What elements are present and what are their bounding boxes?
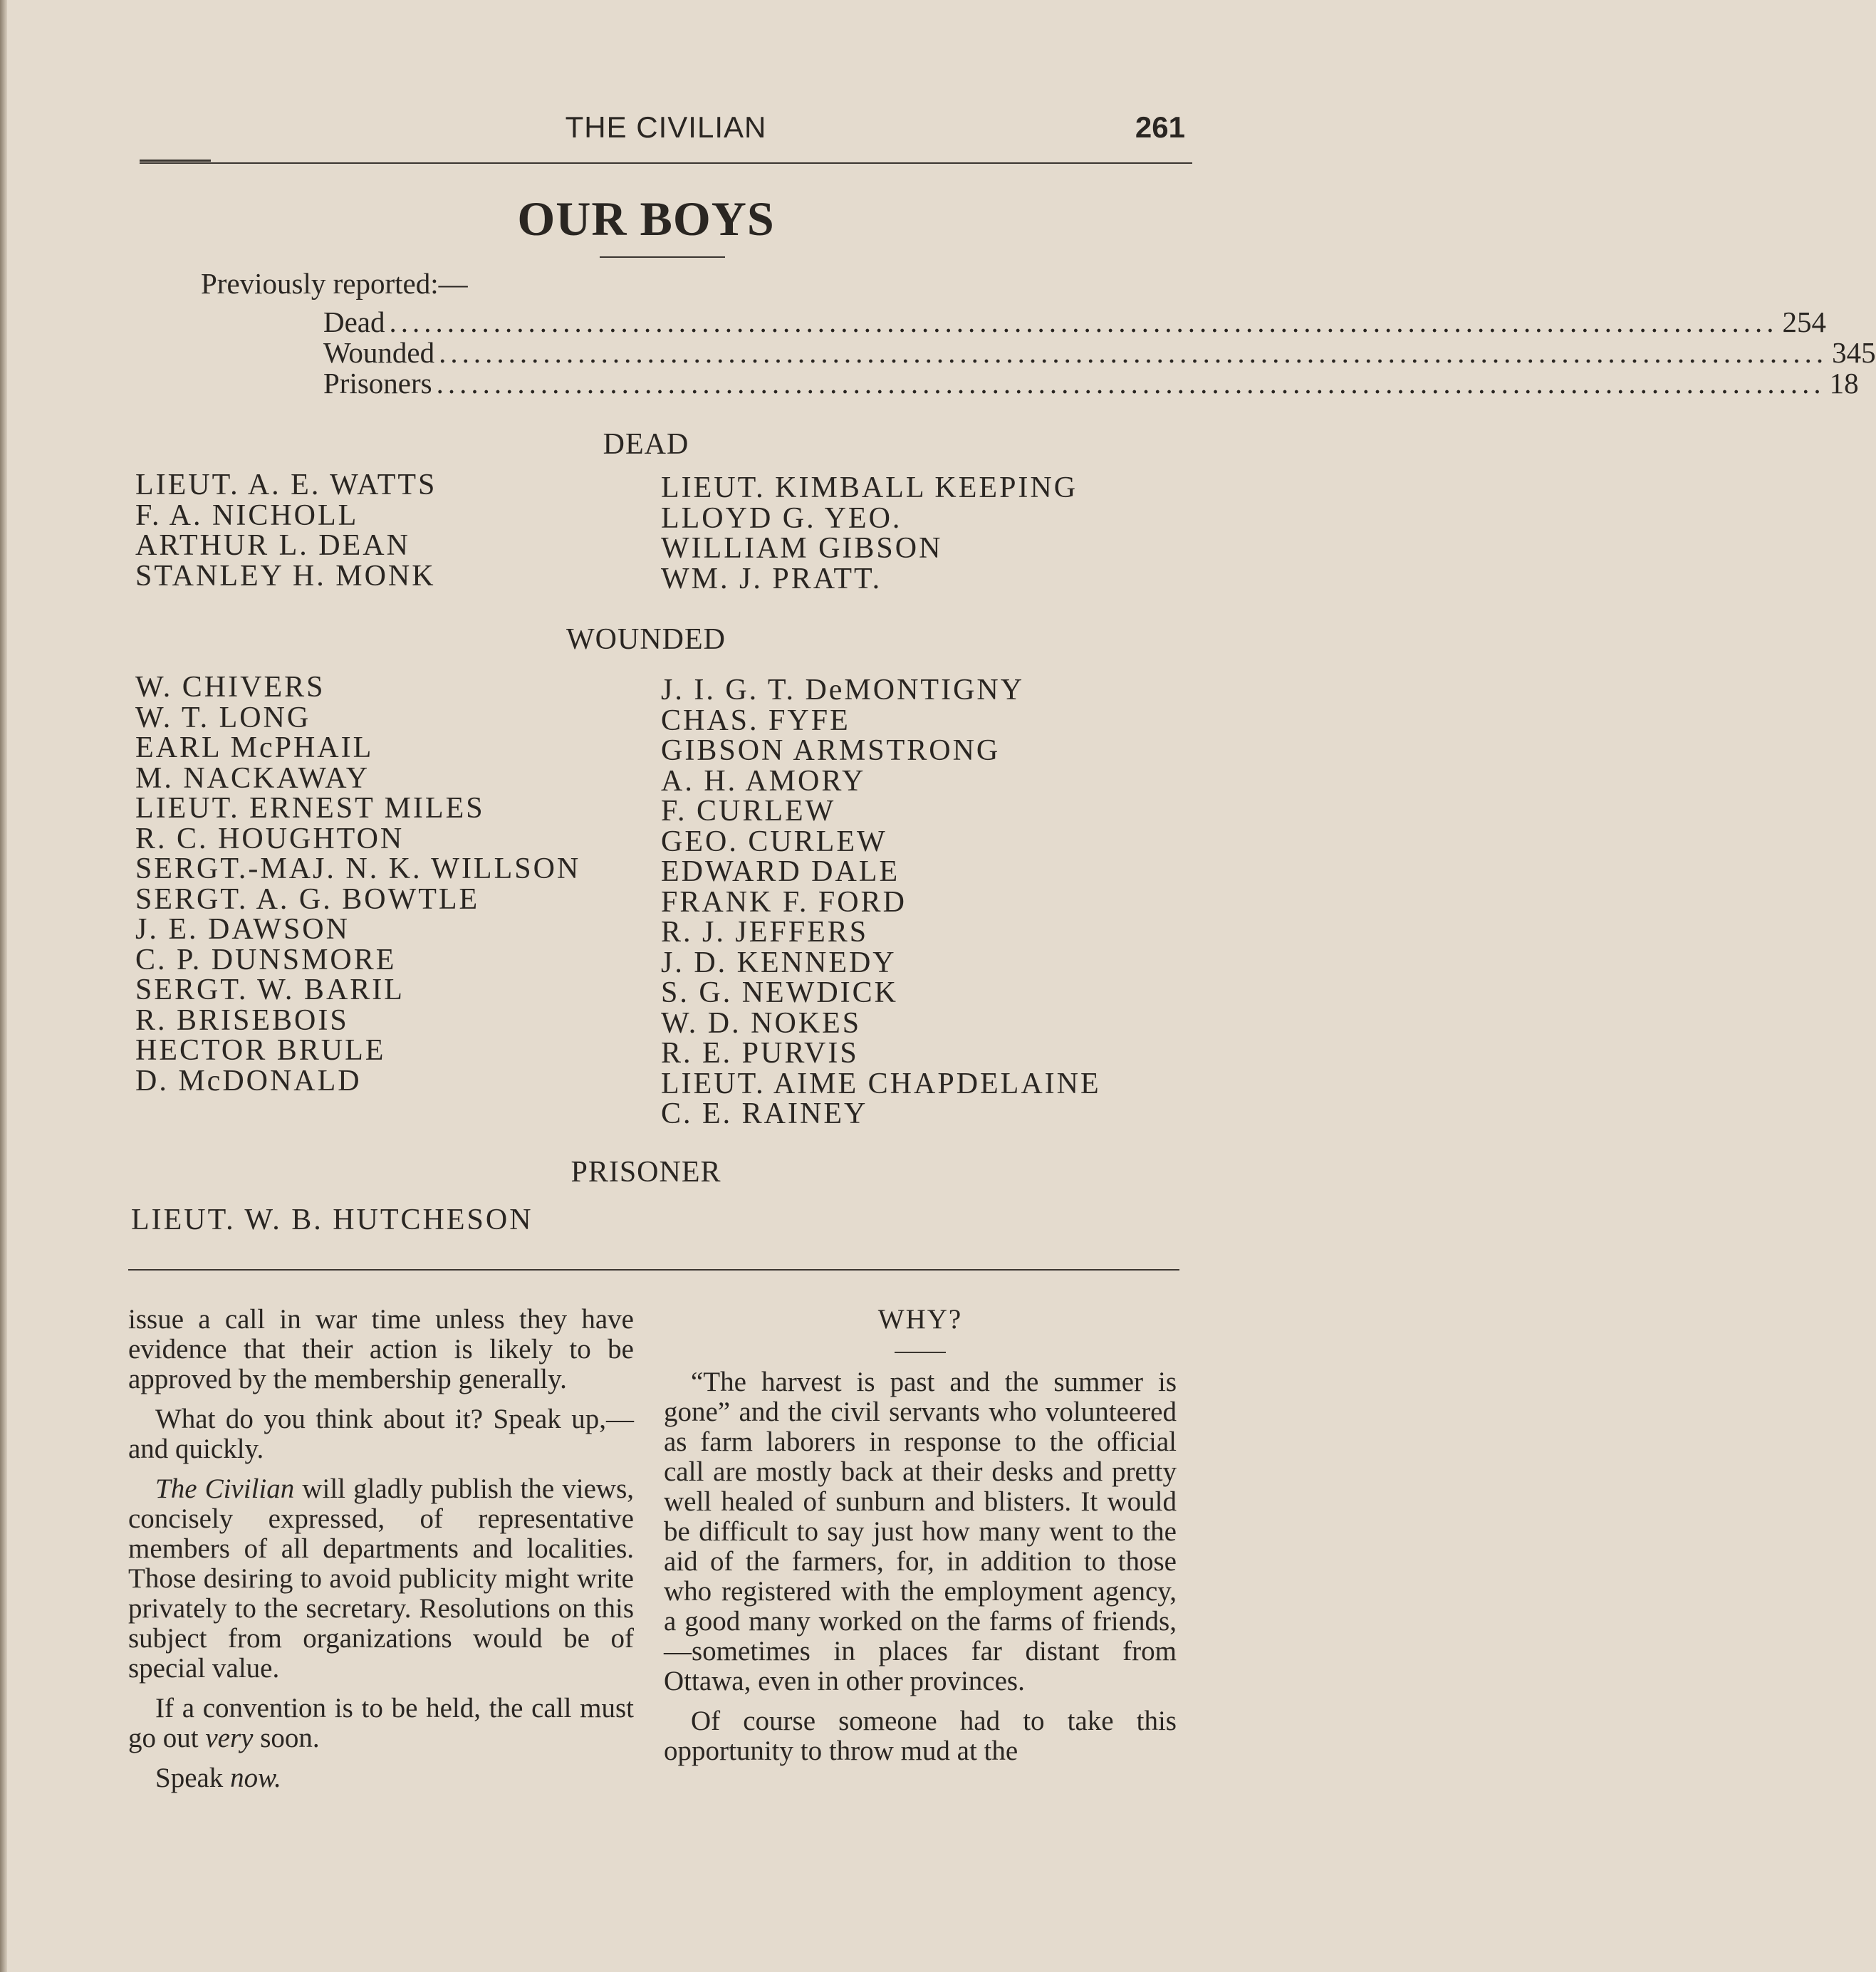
name-entry: LIEUT. ERNEST MILES xyxy=(135,792,485,825)
name-entry: W. T. LONG xyxy=(135,701,311,734)
left-column xyxy=(128,1305,634,1803)
wounded-names-right xyxy=(661,675,1101,1130)
name-entry: WM. J. PRATT. xyxy=(661,562,882,595)
wounded-label: WOUNDED xyxy=(566,623,726,656)
dead-names-right xyxy=(661,473,1078,594)
total-row-prisoners xyxy=(323,367,1859,400)
name-entry: F. CURLEW xyxy=(661,795,836,828)
name-entry: F. A. NICHOLL xyxy=(135,499,359,532)
wounded-names-left xyxy=(135,672,580,1096)
name-entry: M. NACKAWAY xyxy=(135,761,370,795)
totals-table xyxy=(323,306,1876,400)
header-rule xyxy=(140,162,1192,164)
header-rule-accent xyxy=(140,160,211,162)
previously-reported-label: Previously reported:— xyxy=(201,267,468,300)
name-entry: ARTHUR L. DEAN xyxy=(135,529,410,562)
title-rule xyxy=(600,256,725,258)
name-entry: SERGT. A. G. BOWTLE xyxy=(135,882,480,916)
article-heading: WHY? xyxy=(877,1304,963,1335)
name-entry: WILLIAM GIBSON xyxy=(661,532,943,565)
page-number: 261 xyxy=(1135,110,1185,144)
name-entry: GEO. CURLEW xyxy=(661,825,887,858)
name-entry: GIBSON ARMSTRONG xyxy=(661,734,1001,767)
name-entry: W. D. NOKES xyxy=(661,1006,862,1040)
right-column xyxy=(664,1305,1177,1776)
total-value: 345 xyxy=(1832,336,1876,369)
name-entry: LIEUT. W. B. HUTCHESON xyxy=(131,1204,533,1236)
paragraph-text: will gladly publish the views, concisely expressed, of representative members of all departments and localities. Those desiring to avoid publicity might write privately to the secretary. Resolutions on this subject from organizations would be of special value. xyxy=(128,1473,634,1684)
name-entry: LIEUT. KIMBALL KEEPING xyxy=(661,471,1078,504)
total-label: Prisoners xyxy=(323,367,432,400)
dead-names-left xyxy=(135,470,437,591)
name-entry: CHAS. FYFE xyxy=(661,704,850,737)
name-entry: W. CHIVERS xyxy=(135,671,325,704)
name-entry: FRANK F. FORD xyxy=(661,885,907,919)
name-entry: HECTOR BRULE xyxy=(135,1034,386,1067)
paragraph xyxy=(128,1474,634,1684)
name-entry: SERGT. W. BARIL xyxy=(135,974,405,1006)
name-entry: J. I. G. T. DeMONTIGNY xyxy=(661,674,1025,706)
leader-dots: ........................................................................................................................ xyxy=(436,367,1825,400)
page-binding-edge xyxy=(0,0,7,1972)
section-title: OUR BOYS xyxy=(517,192,775,246)
name-entry: D. McDONALD xyxy=(135,1064,362,1097)
italic-emphasis: now. xyxy=(230,1763,281,1793)
paragraph: “The harvest is past and the summer is gone” and the civil servants who volunteered as farm laborers in response to the official call are mostly back at their desks and pretty well healed of sunburn and blisters. It would be difficult to say just how many went to the aid of the farmers, for, in addition to those who registered with the employment agency, a good many worked on the farms of friends,—sometimes in places far distant from Ottawa, even in other provinces. xyxy=(664,1367,1177,1696)
total-label: Dead xyxy=(323,306,385,338)
paragraph: What do you think about it? Speak up,—and quickly. xyxy=(128,1404,634,1464)
section-divider xyxy=(128,1269,1179,1271)
name-entry: R. J. JEFFERS xyxy=(661,916,869,949)
paragraph-text: Speak xyxy=(155,1763,231,1793)
total-row-wounded xyxy=(323,336,1876,369)
name-entry: LIEUT. A. E. WATTS xyxy=(135,469,437,501)
prisoner-names xyxy=(131,1205,533,1236)
running-head xyxy=(140,110,1192,153)
paragraph xyxy=(128,1694,634,1753)
name-entry: LLOYD G. YEO. xyxy=(661,501,902,535)
total-value: 18 xyxy=(1829,367,1859,400)
name-entry: SERGT.-MAJ. N. K. WILLSON xyxy=(135,852,581,885)
paragraph: issue a call in war time unless they have evidence that their action is likely to be approved by the membership generally. xyxy=(128,1304,634,1394)
paragraph xyxy=(128,1763,634,1793)
journal-title: THE CIVILIAN xyxy=(565,110,767,144)
article-heading-rule xyxy=(895,1352,946,1353)
italic-emphasis: very xyxy=(205,1723,254,1753)
name-entry: R. BRISEBOIS xyxy=(135,1003,349,1037)
total-value: 254 xyxy=(1782,306,1827,338)
name-entry: S. G. NEWDICK xyxy=(661,976,898,1009)
name-entry: EARL McPHAIL xyxy=(135,731,374,764)
name-entry: C. P. DUNSMORE xyxy=(135,943,397,976)
dead-label: DEAD xyxy=(603,428,689,461)
paragraph-text: If a convention is to be held, the call must go out xyxy=(128,1693,634,1753)
italic-title: The Civilian xyxy=(155,1473,295,1504)
name-entry: A. H. AMORY xyxy=(661,764,866,798)
name-entry: R. C. HOUGHTON xyxy=(135,822,405,855)
paragraph: Of course someone had to take this opportunity to throw mud at the xyxy=(664,1706,1177,1766)
leader-dots: ........................................................................................................................ xyxy=(439,336,1828,369)
total-row-dead xyxy=(323,306,1827,338)
leader-dots: ........................................................................................................................ xyxy=(389,306,1778,338)
name-entry: LIEUT. AIME CHAPDELAINE xyxy=(661,1067,1101,1100)
name-entry: J. D. KENNEDY xyxy=(661,946,897,979)
name-entry: J. E. DAWSON xyxy=(135,913,350,946)
name-entry: STANLEY H. MONK xyxy=(135,559,436,593)
name-entry: EDWARD DALE xyxy=(661,855,900,888)
name-entry: R. E. PURVIS xyxy=(661,1037,859,1070)
total-label: Wounded xyxy=(323,336,435,369)
paragraph-text: soon. xyxy=(253,1723,320,1753)
prisoner-label: PRISONER xyxy=(570,1156,721,1189)
name-entry: C. E. RAINEY xyxy=(661,1097,868,1130)
